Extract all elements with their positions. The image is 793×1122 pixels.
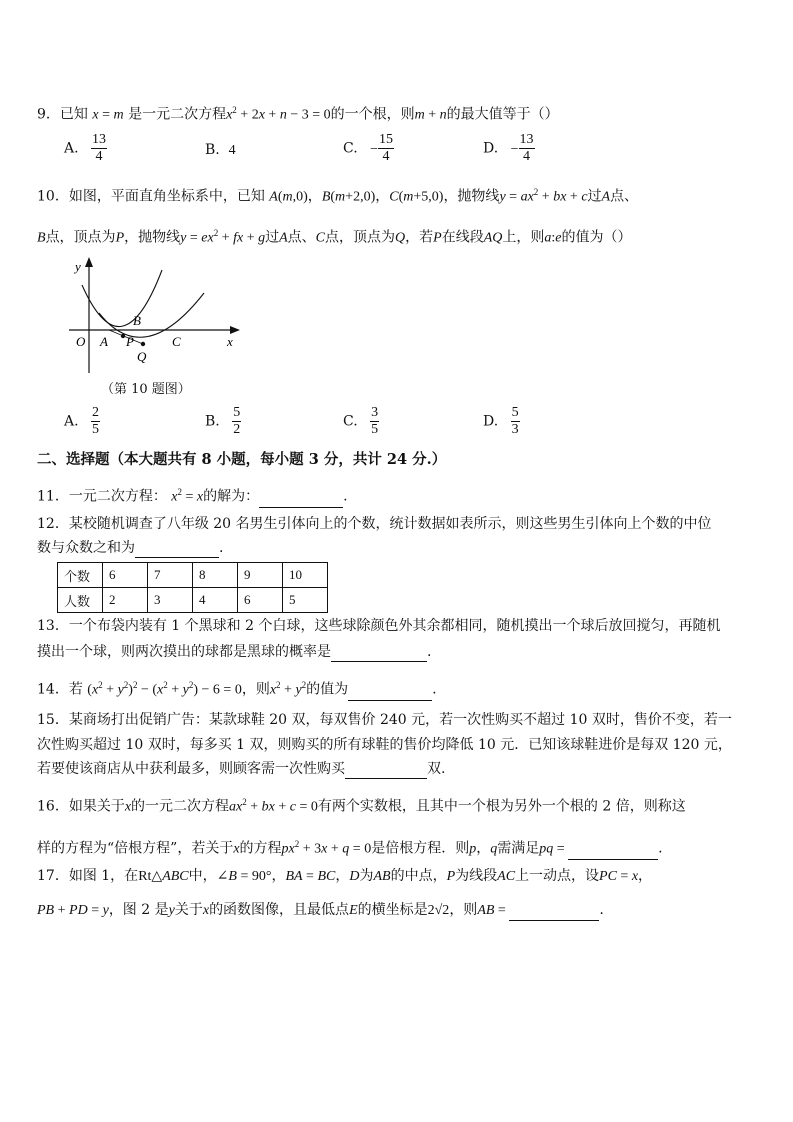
table-row xyxy=(58,588,328,613)
q9-option-c[interactable]: C. − $\frac{15}{4}$ xyxy=(343,132,394,164)
table-row xyxy=(58,563,328,588)
q17-line2: PB + PD = y，图 2 是y关于x的函数图像，且最低点E的横坐标是2√2，则AB = . xyxy=(37,900,604,921)
fraction: $\frac{3}{5}$ xyxy=(371,405,379,437)
q10-option-d[interactable]: D. $\frac{5}{3}$ xyxy=(483,405,519,437)
answer-blank[interactable] xyxy=(568,844,658,860)
table-cell: 4 xyxy=(193,588,238,613)
q10-figure xyxy=(64,255,249,375)
answer-blank[interactable] xyxy=(509,905,599,921)
table-cell: 个数 xyxy=(58,563,103,588)
q10-figure-caption: （第 10 题图） xyxy=(101,382,191,397)
q15-line2: 次性购买超过 10 双时，每多买 1 双，则购买的所有球鞋的售价均降低 10 元．已知该球鞋进价是每双 120 元， xyxy=(37,737,732,753)
q15-line1: 15．某商场打出促销广告：某款球鞋 20 双，每双售价 240 元，若一次性购买不超过 10 双时，售价不变，若一 xyxy=(37,712,732,728)
table-cell: 3 xyxy=(148,588,193,613)
table-cell: 9 xyxy=(238,563,283,588)
q10-option-c[interactable]: C. $\frac{3}{5}$ xyxy=(343,405,379,437)
q11-stem: 11．一元二次方程： $x^2 = x$的解为： . xyxy=(37,482,348,508)
fraction: $\frac{2}{5}$ xyxy=(92,405,100,437)
y-axis-arrow xyxy=(85,257,93,267)
fraction: $\frac{5}{3}$ xyxy=(511,405,519,437)
fraction: $\frac{13}{4}$ xyxy=(92,132,107,164)
q10-option-a[interactable]: A. $\frac{2}{5}$ xyxy=(64,405,100,437)
label-y: y xyxy=(75,259,81,274)
q16-line2: 样的方程为“倍根方程”，若关于x的方程$px^2 + 3x + q = 0$是倍根方程．则p，q需满足pq = . xyxy=(37,834,663,860)
table-cell: 2 xyxy=(103,588,148,613)
q13-line2: 摸出一个球，则两次摸出的球都是黑球的概率是 . xyxy=(37,644,432,660)
q10-option-b[interactable]: B. $\frac{5}{2}$ xyxy=(205,405,241,437)
answer-blank[interactable] xyxy=(331,646,427,662)
fraction: $\frac{5}{2}$ xyxy=(233,405,241,437)
q9-stem: 9．已知 x = m 是一元二次方程$x^2 + 2x + n - 3 = 0$的一个根，则m + n的最大值等于（） xyxy=(37,105,559,123)
q9-option-a[interactable]: A. $\frac{13}{4}$ xyxy=(64,132,107,164)
x-axis-arrow xyxy=(230,326,240,334)
q10-stem-line2: B点，顶点为P，抛物线$y = ex^2$ + fx + g过A点、C点，顶点为Q，若P在线段AQ上，则a:e的值为（） xyxy=(37,228,632,246)
q14-stem: 14．若 $(x^2 + y^2)^2 - (x^2 + y^2) - 6 = 0$，则$x^2 + y^2$的值为 . xyxy=(37,675,437,701)
q15-line3: 若要使该商店从中获利最多，则顾客需一次性购买 双. xyxy=(37,761,446,777)
table-cell: 6 xyxy=(103,563,148,588)
answer-blank[interactable] xyxy=(345,763,427,779)
label-a: A xyxy=(100,334,108,349)
label-q: Q xyxy=(137,349,147,364)
q16-line1: 16．如果关于x的一元二次方程$ax^2$ + bx + c = 0有两个实数根，且其中一个根为另外一个根的 2 倍，则称这 xyxy=(37,797,686,815)
table-cell: 5 xyxy=(283,588,328,613)
stats-table xyxy=(57,562,328,613)
q13-line1: 13．一个布袋内装有 1 个黑球和 2 个白球，这些球除颜色外其余都相同，随机摸出一个球后放回搅匀，再随机 xyxy=(37,618,721,634)
section-heading: 二、选择题（本大题共有 8 小题，每小题 3 分，共计 24 分.） xyxy=(37,451,447,468)
fraction: $\frac{15}{4}$ xyxy=(379,132,394,164)
q9-option-b[interactable]: B. 4 xyxy=(205,142,236,158)
q10-stem-line1: 10．如图，平面直角坐标系中，已知 A(m,0)，B(m+2,0)，C(m+5,0)，抛物线$y = ax^2$ + bx + c过A点、 xyxy=(37,187,639,205)
answer-blank[interactable] xyxy=(259,492,343,508)
label-p: P xyxy=(126,334,134,349)
table-cell: 人数 xyxy=(58,588,103,613)
table-cell: 10 xyxy=(283,563,328,588)
parabola-2 xyxy=(99,293,204,337)
table-cell: 6 xyxy=(238,588,283,613)
label-b: B xyxy=(133,313,141,328)
fraction: $\frac{13}{4}$ xyxy=(519,132,534,164)
label-c: C xyxy=(172,334,181,349)
q9-option-d[interactable]: D. − $\frac{13}{4}$ xyxy=(483,132,534,164)
table-cell: 7 xyxy=(148,563,193,588)
q12-line2: 数与众数之和为 . xyxy=(37,540,224,556)
label-o: O xyxy=(76,334,86,349)
q17-line1: 17．如图 1，在Rt△ABC中，∠B = 90°，BA = BC，D为AB的中点，P为线段AC上一动点，设PC = x， xyxy=(37,868,653,884)
table-cell: 8 xyxy=(193,563,238,588)
answer-blank[interactable] xyxy=(135,542,219,558)
answer-blank[interactable] xyxy=(348,685,432,701)
label-x: x xyxy=(227,334,233,349)
parabola-1 xyxy=(82,270,162,327)
q12-line1: 12．某校随机调查了八年级 20 名男生引体向上的个数，统计数据如表所示，则这些男生引体向上个数的中位 xyxy=(37,516,712,532)
